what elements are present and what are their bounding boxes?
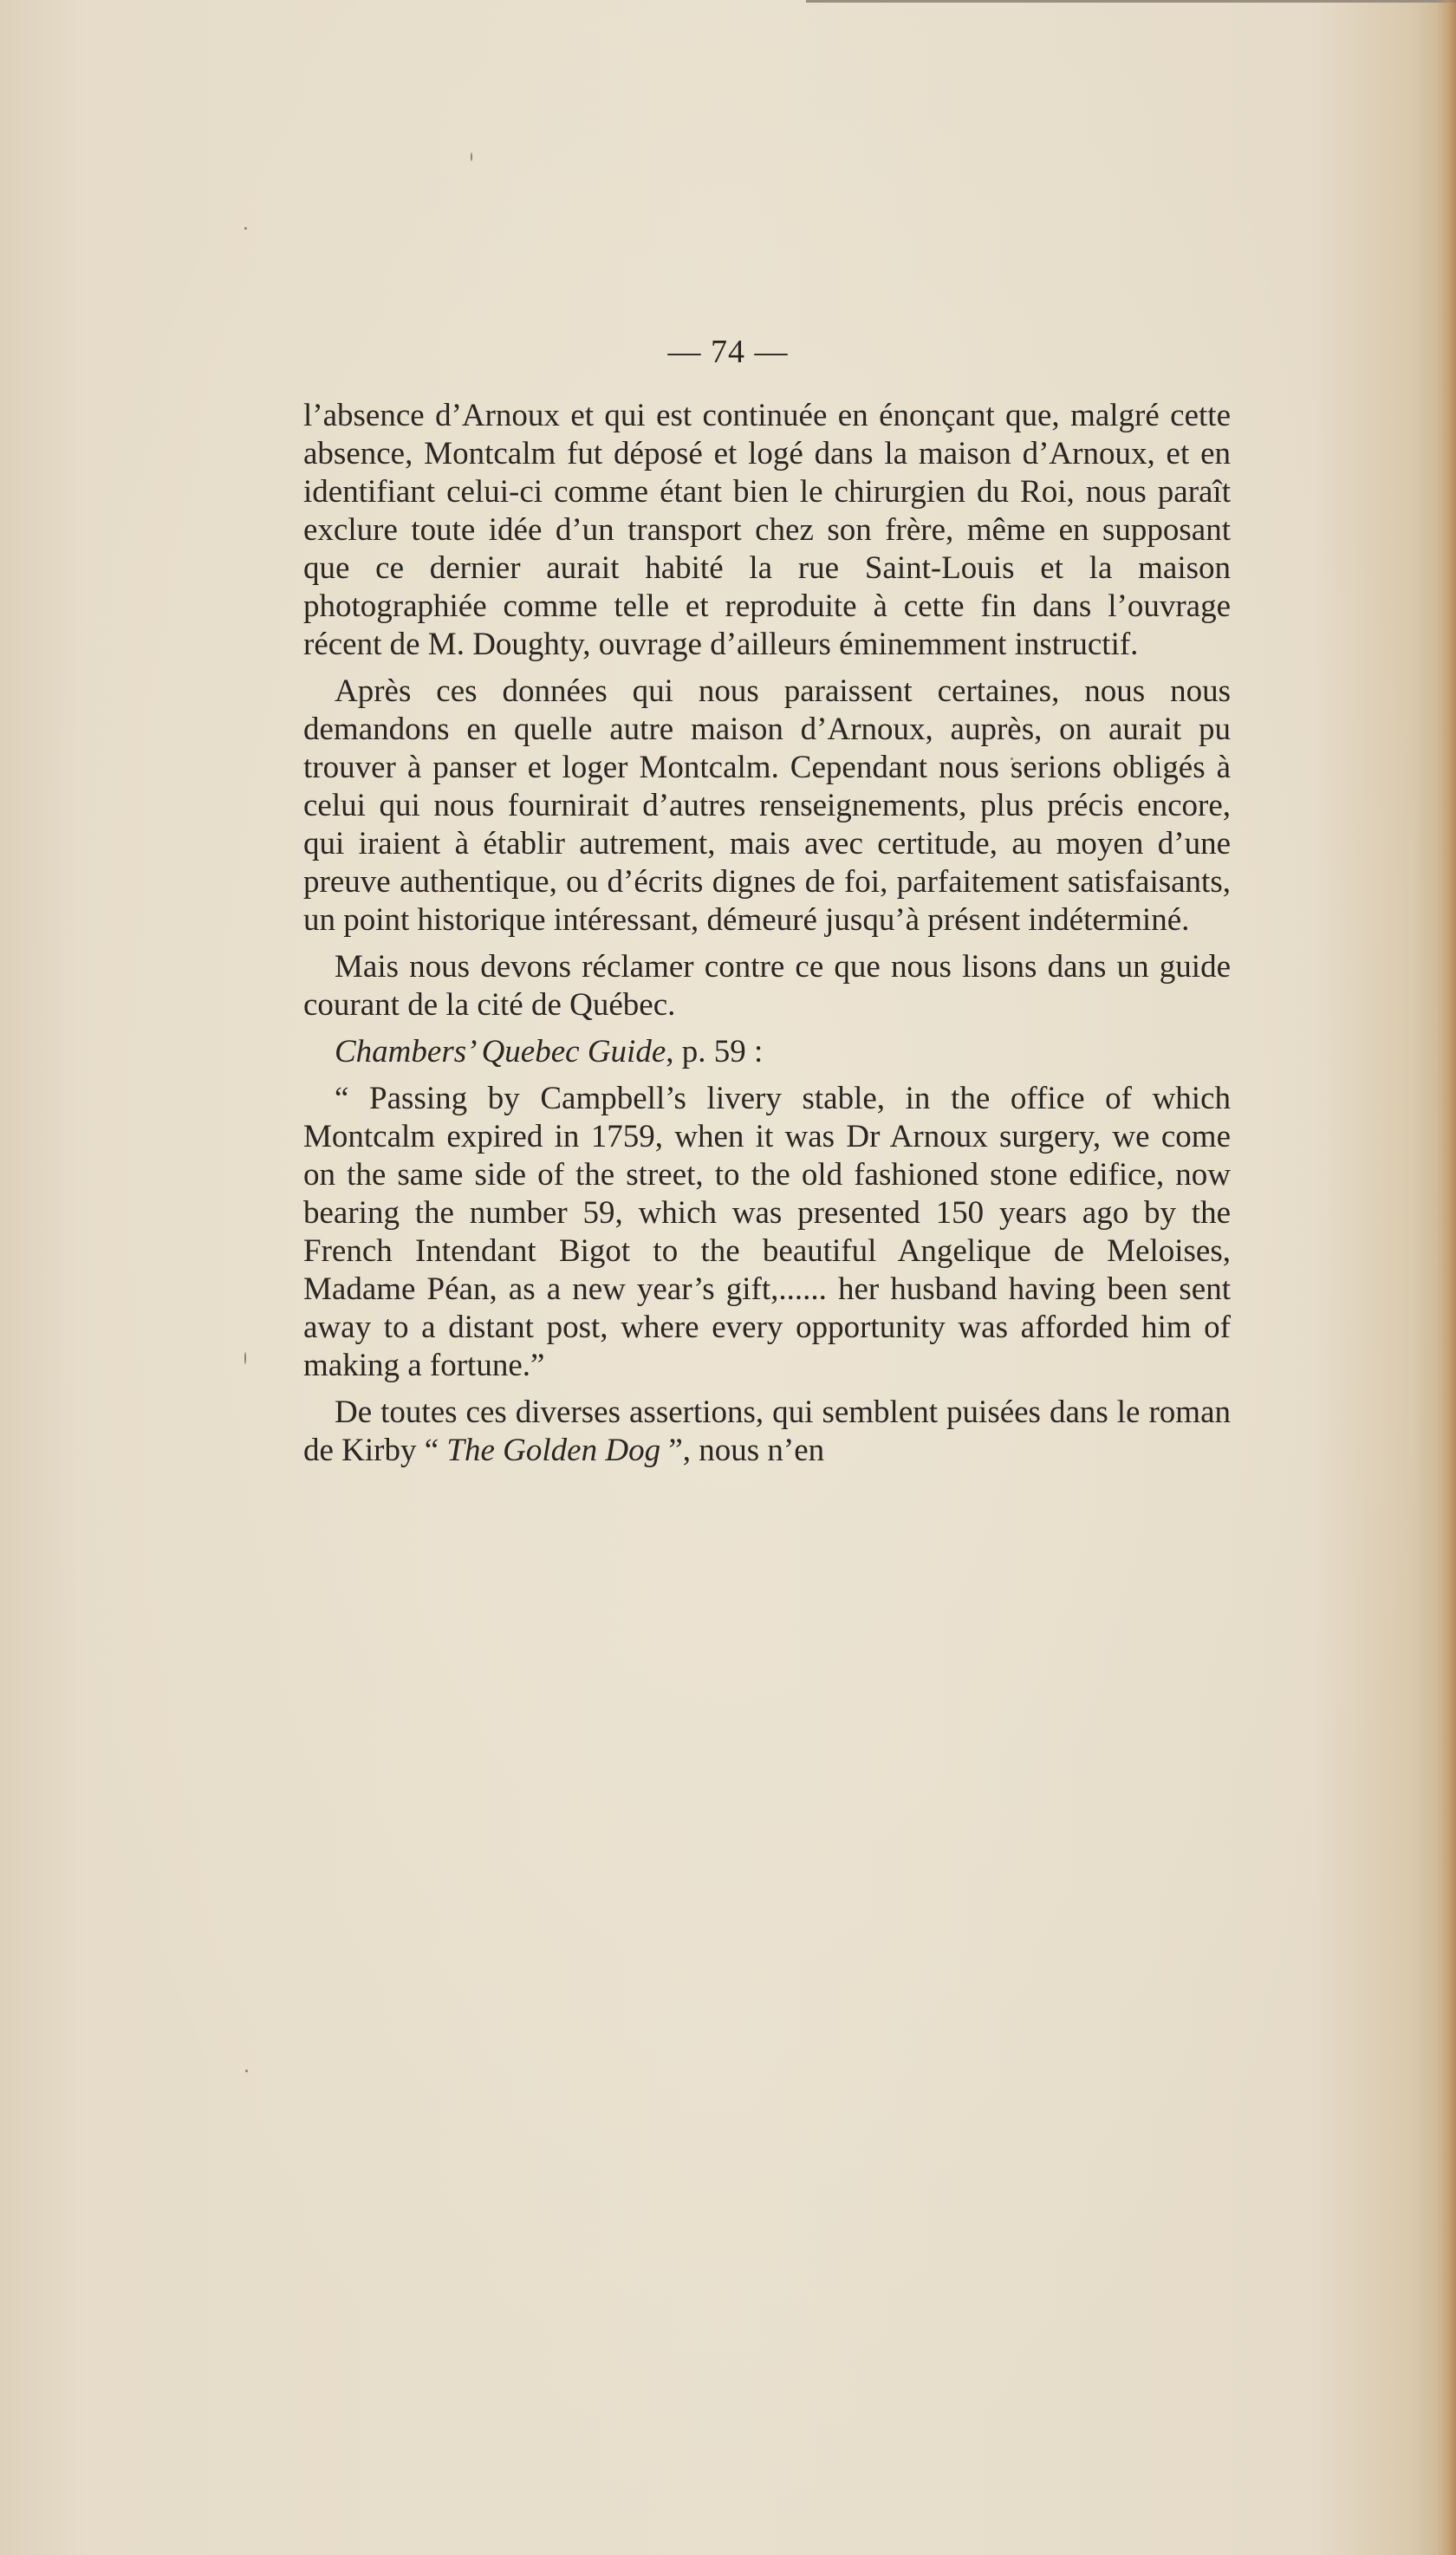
paragraph [303, 1394, 1231, 1470]
body-text [303, 397, 1231, 1479]
paragraph-text: De toutes ces diverses assertions, qui semblent puisées dans le roman de Kirby “ [303, 1395, 1231, 1468]
paper-speck [471, 153, 472, 161]
page-right-edge [1437, 0, 1456, 2555]
paper-speck [244, 1352, 246, 1364]
paragraph: Mais nous devons réclamer contre ce que nous lisons dans un guide courant de la cité de Québec. [303, 949, 1231, 1023]
paper-speck [244, 227, 247, 230]
source-citation [303, 1033, 1231, 1071]
page-top-edge [806, 0, 1456, 3]
paragraph: Après ces données qui nous paraissent certaines, nous nous demandons en quelle autre maison d’Arnoux, auprès, on aurait pu trouver à panser et loger Montcalm. Cependant nous serions obligés à celui qui nous fournirait d’autres renseignements, plus précis encore, qui iraient à établir autrement, mais avec certitude, au moyen d’une preuve authentique, ou d’écrits dignes de foi, parfaitement satisfaisants, un point historique intéressant, démeuré jusqu’à présent indéterminé. [303, 673, 1231, 938]
quotation: “ Passing by Campbell’s livery stable, in the office of which Montcalm expired in 1759, when it was Dr Arnoux surgery, we come on the same side of the street, to the old fashioned stone edifice, now bearing the number 59, which was presented 150 years ago by the French Intendant Bigot to the beautiful Angelique de Meloises, Madame Péan, as a new year’s gift,...... her husband having been sent away to a distant post, where every opportunity was afforded him of making a fortune.” [303, 1081, 1231, 1383]
paper-speck [245, 2070, 248, 2072]
novel-title: The Golden Dog [446, 1433, 661, 1468]
paragraph-continuation: l’absence d’Arnoux et qui est continuée en énonçant que, malgré cette absence, Montcalm fut déposé et logé dans la maison d’Arnoux, et en identifiant celui-ci comme étant bien le chirurgien du Roi, nous paraît exclure toute idée d’un transport chez son frère, même en supposant que ce dernier aurait habité la rue Saint-Louis et la maison photographiée comme telle et reproduite à cette fin dans l’ouvrage récent de M. Doughty, ouvrage d’ailleurs éminemment instructif. [303, 398, 1231, 662]
source-title: Chambers’ Quebec Guide [335, 1034, 666, 1069]
paragraph-text: ”, nous n’en [660, 1433, 825, 1468]
page-number: — 74 — [667, 334, 789, 370]
source-page: , p. 59 : [666, 1034, 764, 1069]
